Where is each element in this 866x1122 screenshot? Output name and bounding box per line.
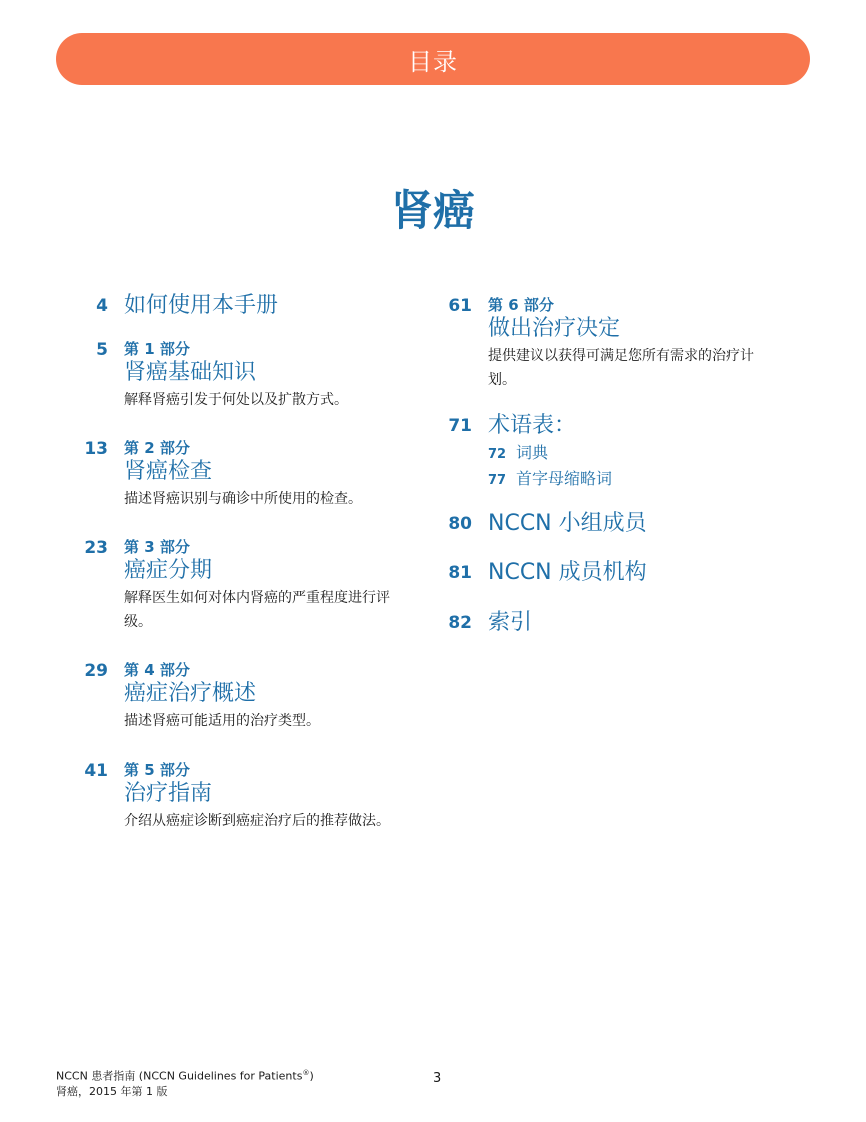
toc-page-number: 13 bbox=[84, 439, 108, 459]
toc-entry-part-6[interactable] bbox=[448, 294, 773, 392]
footer-line-2: 肾癌，2015 年第 1 版 bbox=[56, 1084, 168, 1098]
toc-entry-part-1[interactable] bbox=[96, 338, 424, 412]
toc-page-number: 71 bbox=[448, 416, 472, 436]
toc-entry-description: 介绍从癌症诊断到癌症治疗后的推荐做法。 bbox=[124, 813, 390, 829]
toc-subentry-dictionary[interactable] bbox=[488, 441, 768, 467]
toc-entry-glossary[interactable] bbox=[448, 412, 768, 493]
footer-line-1: NCCN 患者指南 (NCCN Guidelines for Patients®) bbox=[56, 1069, 314, 1083]
toc-part-label: 第 6 部分 bbox=[488, 296, 554, 314]
toc-entry-how-to-use[interactable] bbox=[96, 292, 279, 320]
toc-part-label: 第 1 部分 bbox=[124, 340, 190, 358]
toc-page-number: 23 bbox=[84, 538, 108, 558]
toc-subentry-label: 首字母缩略词 bbox=[516, 469, 613, 488]
toc-part-label: 第 2 部分 bbox=[124, 439, 190, 457]
toc-page-number: 4 bbox=[96, 296, 108, 316]
toc-entry-title[interactable]: 术语表： bbox=[488, 413, 577, 438]
toc-subentry-page-number: 72 bbox=[488, 447, 507, 462]
toc-entry-description: 提供建议以获得可满足您所有需求的治疗计划。 bbox=[488, 348, 754, 388]
toc-entry-part-2[interactable] bbox=[84, 437, 424, 511]
toc-entry-title[interactable]: 肾癌基础知识 bbox=[124, 360, 257, 385]
toc-entry-description: 描述肾癌可能适用的治疗类型。 bbox=[124, 713, 320, 729]
toc-subentry-acronyms[interactable] bbox=[488, 467, 768, 493]
toc-page-number: 61 bbox=[448, 296, 472, 316]
footer-publication-info bbox=[56, 1066, 314, 1099]
toc-entry-description: 描述肾癌识别与确诊中所使用的检查。 bbox=[124, 491, 362, 507]
toc-page-number: 41 bbox=[84, 761, 108, 781]
page-number: 3 bbox=[433, 1071, 442, 1086]
toc-entry-title[interactable]: 索引 bbox=[488, 610, 533, 635]
toc-entry-index[interactable] bbox=[448, 609, 533, 637]
document-title: 肾癌 bbox=[390, 186, 475, 235]
toc-entry-member-institutions[interactable] bbox=[448, 559, 647, 587]
toc-entry-title[interactable]: NCCN 成员机构 bbox=[488, 560, 647, 585]
toc-entry-part-5[interactable] bbox=[84, 759, 424, 833]
toc-subentry-label: 词典 bbox=[516, 443, 549, 462]
toc-entry-title[interactable]: NCCN 小组成员 bbox=[488, 511, 647, 536]
toc-part-label: 第 4 部分 bbox=[124, 661, 190, 679]
toc-page-number: 5 bbox=[96, 340, 108, 360]
toc-entry-panel-members[interactable] bbox=[448, 510, 647, 538]
toc-subentry-page-number: 77 bbox=[488, 473, 507, 488]
section-header-bar bbox=[56, 33, 810, 85]
toc-entry-title[interactable]: 治疗指南 bbox=[124, 781, 213, 806]
toc-page-number: 29 bbox=[84, 661, 108, 681]
toc-entry-description: 解释医生如何对体内肾癌的严重程度进行评级。 bbox=[124, 590, 390, 630]
toc-entry-part-3[interactable] bbox=[84, 536, 414, 634]
toc-entry-title[interactable]: 肾癌检查 bbox=[124, 459, 213, 484]
toc-part-label: 第 5 部分 bbox=[124, 761, 190, 779]
toc-page-number: 82 bbox=[448, 613, 472, 633]
toc-entry-description: 解释肾癌引发于何处以及扩散方式。 bbox=[124, 392, 348, 408]
toc-entry-title[interactable]: 癌症治疗概述 bbox=[124, 681, 257, 706]
toc-entry-title[interactable]: 癌症分期 bbox=[124, 558, 213, 583]
toc-entry-title[interactable]: 做出治疗决定 bbox=[488, 316, 621, 341]
toc-page-number: 80 bbox=[448, 514, 472, 534]
toc-page-number: 81 bbox=[448, 563, 472, 583]
toc-entry-title[interactable]: 如何使用本手册 bbox=[124, 293, 279, 318]
toc-entry-part-4[interactable] bbox=[84, 659, 424, 733]
section-header-label: 目录 bbox=[408, 47, 458, 76]
toc-part-label: 第 3 部分 bbox=[124, 538, 190, 556]
